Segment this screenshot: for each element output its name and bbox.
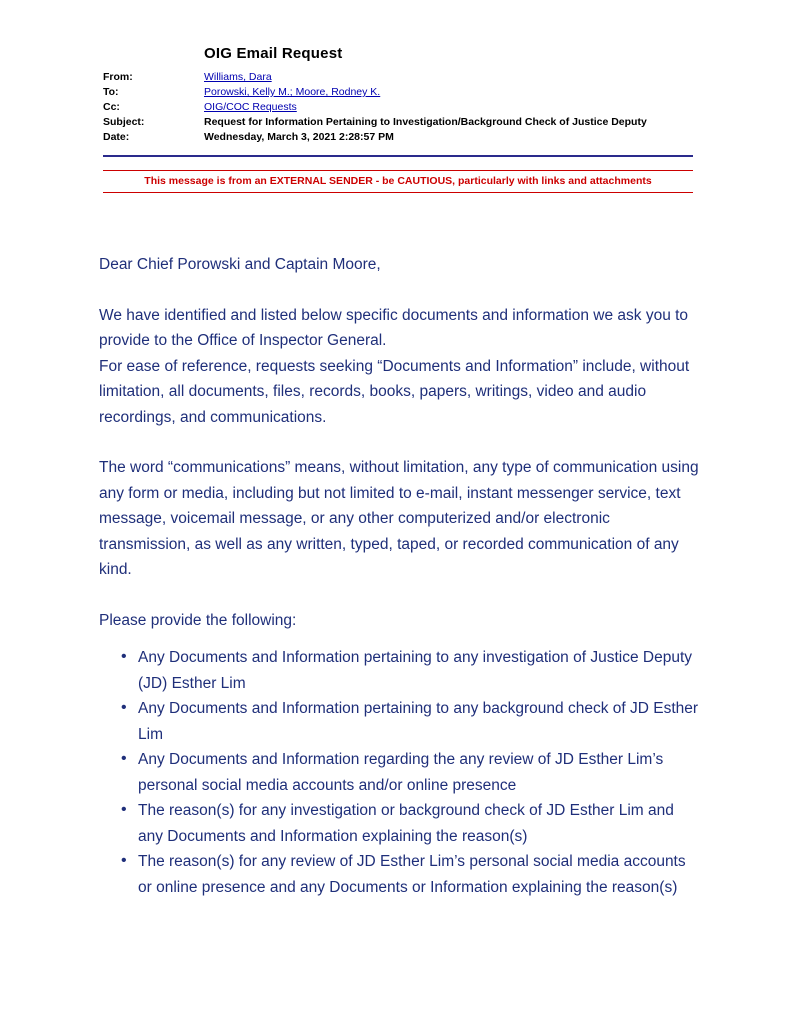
email-header [103, 45, 693, 146]
page-title: OIG Email Request [204, 45, 343, 62]
header-value-cc [204, 101, 693, 116]
list-item: • The reason(s) for any investigation or background check of JD Esther Lim and any Documents and Information explaining the reason(s) [138, 798, 699, 849]
email-header-fields [103, 71, 693, 146]
header-label-cc: Cc: [103, 101, 120, 113]
header-value-date: Wednesday, March 3, 2021 2:28:57 PM [204, 131, 394, 143]
header-row-date [103, 131, 693, 146]
body-paragraph-2: For ease of reference, requests seeking “Documents and Information” include, without limitation, all documents, files, records, books, papers, writings, video and audio recordings, and communications. [99, 357, 690, 426]
header-row-cc [103, 101, 693, 116]
header-value-subject: Request for Information Pertaining to Investigation/Background Check of Justice Deputy [204, 116, 647, 128]
header-row-from [103, 71, 693, 86]
header-label-subject: Subject: [103, 116, 145, 128]
body-paragraph-3: The word “communications” means, without limitation, any type of communication using any form or media, including but not limited to e-mail, instant messenger service, text message, voicemail message, or any other computerized and/or electronic transmission, as well as any written, typed, taped, or recorded communication of any kind. [99, 459, 699, 578]
cc-recipient-link[interactable]: OIG/COC Requests [204, 101, 297, 113]
list-item: • The reason(s) for any review of JD Esther Lim’s personal social media accounts or online presence and any Documents or Information explaining the reason(s) [138, 849, 699, 900]
list-item: • Any Documents and Information pertaining to any investigation of Justice Deputy (JD) Esther Lim [138, 645, 699, 696]
header-label-from: From: [103, 71, 133, 83]
spacer [99, 430, 699, 455]
header-divider [103, 155, 693, 157]
body-paragraph-1: We have identified and listed below specific documents and information we ask you to provide to the Office of Inspector General. [99, 306, 689, 349]
spacer [99, 278, 699, 303]
list-item: • Any Documents and Information pertaining to any background check of JD Esther Lim [138, 696, 699, 747]
salutation: Dear Chief Porowski and Captain Moore, [99, 256, 381, 273]
from-recipient-link[interactable]: Williams, Dara [204, 71, 272, 83]
request-list [99, 645, 699, 900]
header-label-date: Date: [103, 131, 130, 143]
header-label-to: To: [103, 86, 119, 98]
header-row-subject [103, 116, 693, 131]
body-paragraph-4: Please provide the following: [99, 611, 297, 629]
list-item: • Any Documents and Information regarding the any review of JD Esther Lim’s personal social media accounts and/or online presence [138, 747, 699, 798]
spacer [99, 583, 699, 608]
header-value-to [204, 86, 693, 101]
email-body [99, 252, 699, 900]
to-recipient-link[interactable]: Porowski, Kelly M.; Moore, Rodney K. [204, 86, 381, 98]
header-row-to [103, 86, 693, 101]
header-value-from [204, 71, 693, 86]
external-sender-warning: This message is from an EXTERNAL SENDER - be CAUTIOUS, particularly with links and attachments [103, 170, 693, 193]
